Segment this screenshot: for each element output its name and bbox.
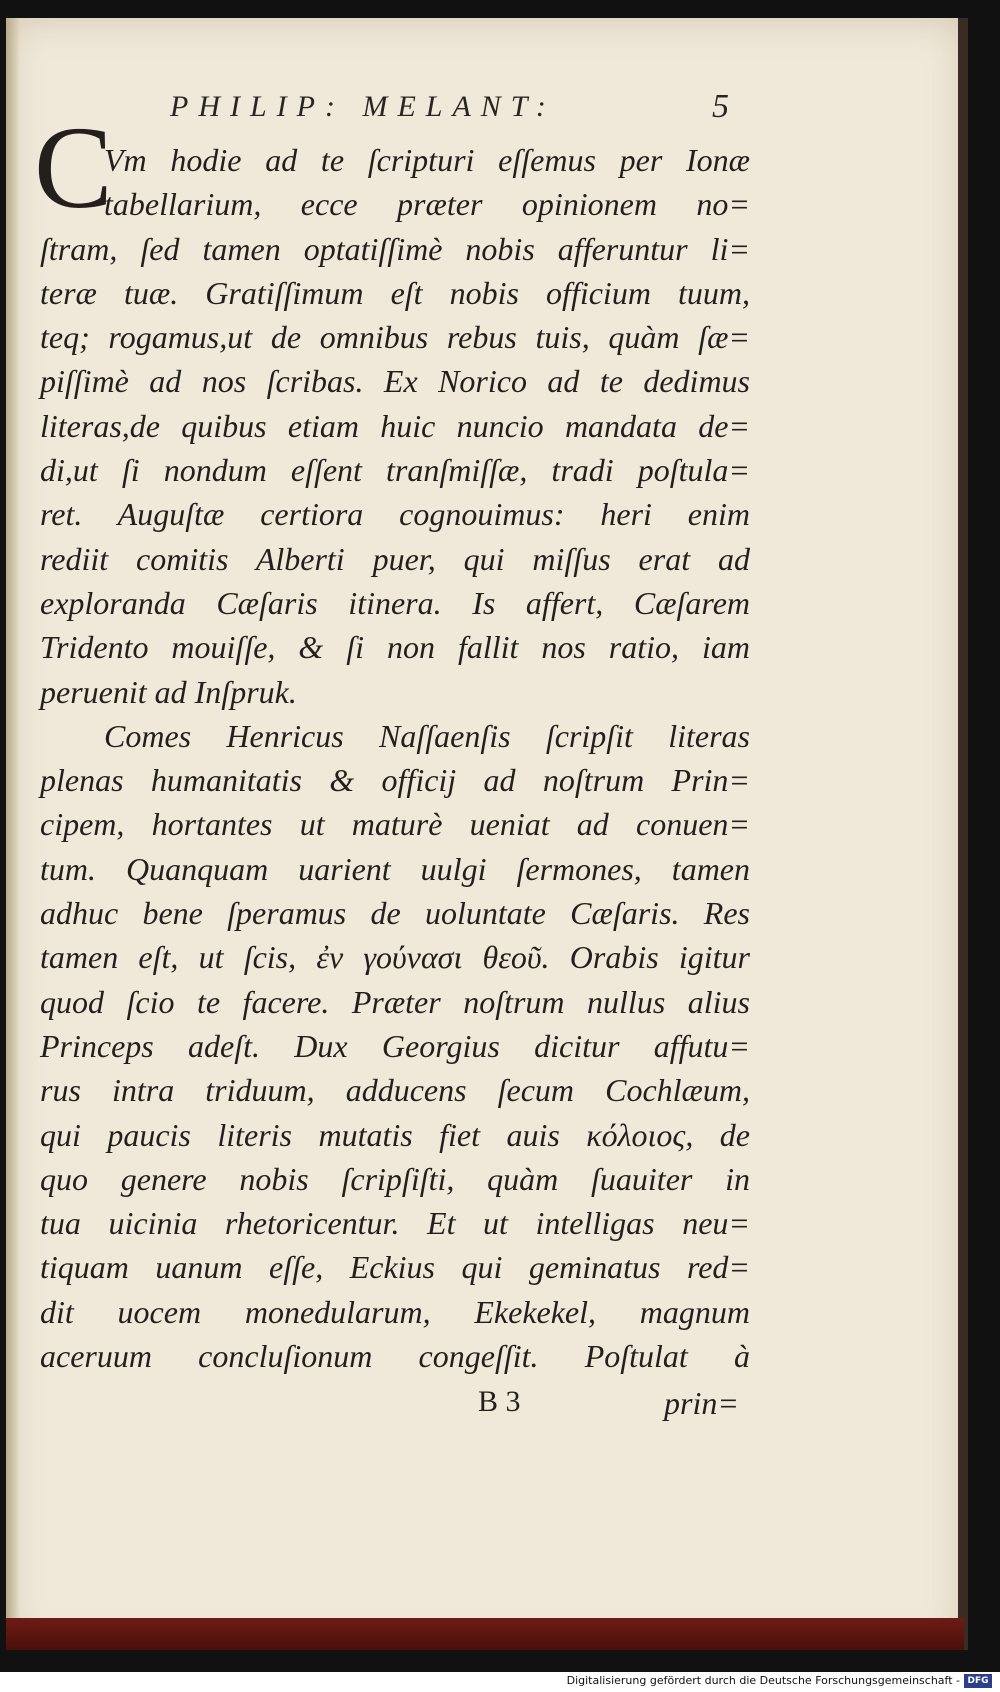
text-line: cipem, hortantes ut maturè ueniat ad conuen= [40,806,750,843]
text-line: tua uicinia rhetoricentur. Et ut intelligas neu= [40,1205,750,1242]
text-line: teq; rogamus,ut de omnibus rebus tuis, quàm ſæ= [40,319,750,356]
text-line: Princeps adeſt. Dux Georgius dicitur affutu= [40,1027,750,1064]
text-line: ret. Auguſtæ certiora cognouimus: heri enim [40,496,750,533]
running-head: PHILIP: MELANT: [170,90,556,123]
text-line: tum. Quanquam uarient uulgi ſermones, tamen [40,850,750,887]
page-gutter-shadow [6,18,20,1650]
text-line: Tridento mouiſſe, & ſi non fallit nos ratio, iam [40,629,750,666]
page-number: 5 [712,88,729,125]
text-line: peruenit ad Inſpruk. [40,673,297,710]
text-line: tabellarium, ecce præter opinionem no= [104,186,750,223]
text-line: qui paucis literis mutatis fiet auis κόλοιος, de [40,1116,750,1153]
text-line: aceruum concluſionum congeſſit. Poſtulat à [40,1338,750,1375]
binding-edge [6,1618,964,1650]
text-line: di,ut ſi nondum eſſent tranſmiſſæ, tradi poſtula= [40,452,750,489]
text-line: plenas humanitatis & officij ad noſtrum Prin= [40,762,750,799]
text-line: Vm hodie ad te ſcripturi eſſemus per Ionæ [104,142,750,178]
text-line: quo genere nobis ſcripſiſti, quàm ſuauiter in [40,1160,750,1197]
text-line: tamen eſt, ut ſcis, ἐν γούνασι θεοῦ. Orabis igitur [40,939,750,976]
text-line: rus intra triduum, adducens ſecum Cochlæum, [40,1072,750,1109]
catchword: prin= [664,1385,739,1421]
credit-text: Digitalisierung gefördert durch die Deutsche Forschungsgemeinschaft - [566,1674,960,1687]
dfg-logo: DFG [964,1674,992,1688]
text-line: Comes Henricus Naſſaenſis ſcripſit literas [104,717,750,754]
text-line: quod ſcio te facere. Præter noſtrum nullus alius [40,983,750,1020]
text-line: dit uocem monedularum, Ekekekel, magnum [40,1293,750,1330]
text-line: ſtram, ſed tamen optatiſſimè nobis afferuntur li= [40,230,750,267]
page-edge [958,18,968,1650]
signature-mark: B 3 [478,1385,521,1418]
text-line: teræ tuæ. Gratiſſimum eſt nobis officium tuum, [40,274,750,311]
drop-initial: C [34,102,113,233]
text-line: adhuc bene ſperamus de uoluntate Cæſaris. Res [40,895,750,932]
text-line: exploranda Cæſaris itinera. Is affert, Cæſarem [40,584,750,621]
body-text [40,138,750,1378]
text-line: rediit comitis Alberti puer, qui miſſus erat ad [40,540,750,577]
text-line: literas,de quibus etiam huic nuncio mandata de= [40,407,750,444]
text-line: piſſimè ad nos ſcribas. Ex Norico ad te dedimus [40,363,750,400]
text-line: tiquam uanum eſſe, Eckius qui geminatus red= [40,1249,750,1286]
